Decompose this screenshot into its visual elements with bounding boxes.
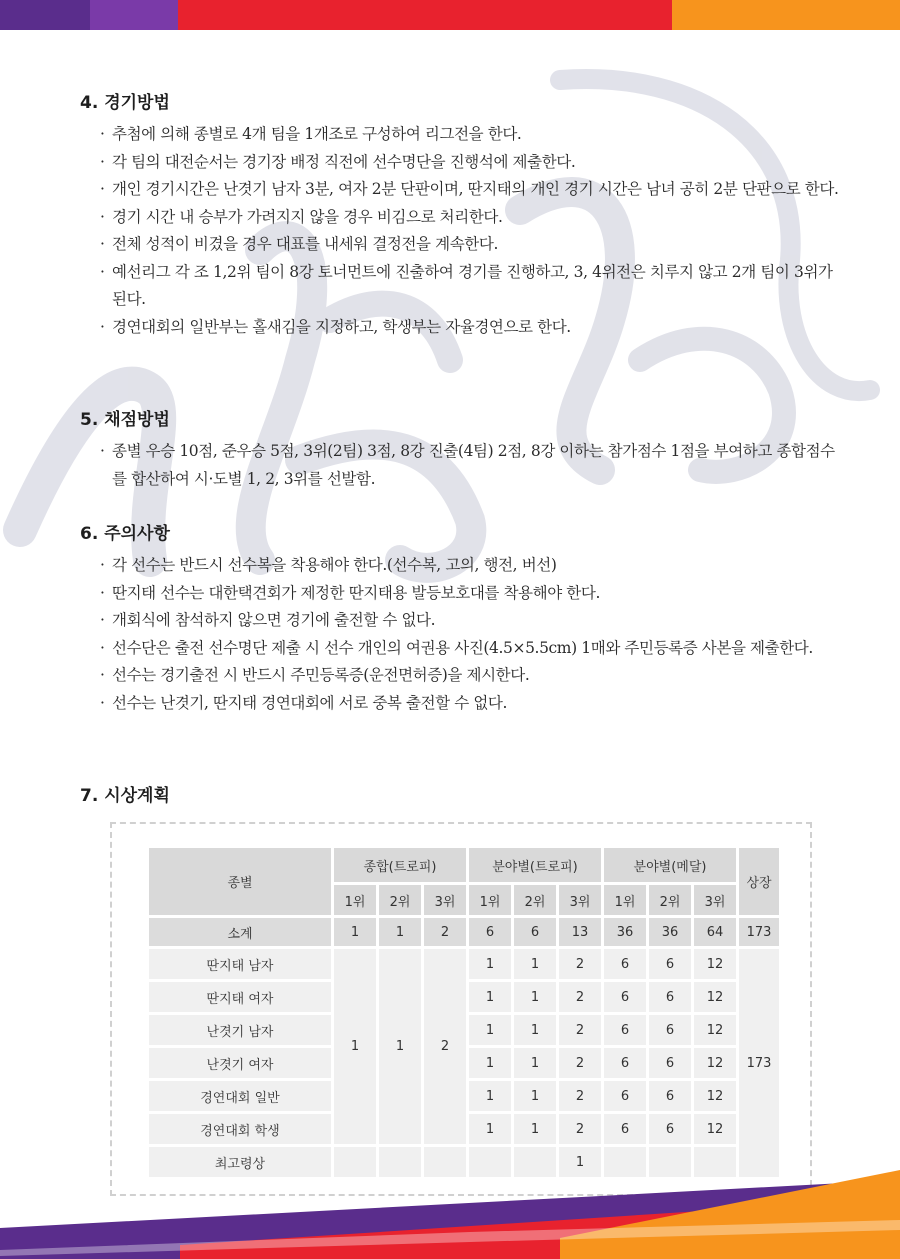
merged-overall-1st: 1 (334, 949, 376, 1144)
list-item: · 전체 성적이 비겼을 경우 대표를 내세워 결정전을 계속한다. (100, 235, 498, 253)
row-label: 난겻기 남자 (149, 1015, 331, 1045)
top-color-bar (0, 0, 900, 30)
cell-value: 6 (649, 1015, 691, 1045)
header-total: 상장 (739, 848, 779, 915)
cell-value: 6 (604, 949, 646, 979)
list-item: · 경기 시간 내 승부가 가려지지 않을 경우 비김으로 처리한다. (100, 207, 503, 226)
bar-segment-violet (90, 0, 178, 30)
cell-value: 6 (604, 982, 646, 1012)
header-rank: 1위 (469, 885, 511, 915)
bar-segment-orange (672, 0, 900, 30)
list-item: · 선수단은 출전 선수명단 제출 시 선수 개인의 여권용 사진(4.5×5.5cm) 1매와 주민등록증 사본을 제출한다. (100, 638, 813, 657)
cell-value: 13 (559, 918, 601, 946)
cell-value: 64 (694, 918, 736, 946)
cell-value: 1 (379, 918, 421, 946)
cell-value: 6 (649, 949, 691, 979)
row-label: 딴지태 남자 (149, 949, 331, 979)
header-rank: 1위 (604, 885, 646, 915)
list-item: · 개인 경기시간은 난겻기 남자 3분, 여자 2분 단판이며, 딴지태의 개인 경기 시간은 남녀 공히 2분 단판으로 한다. (100, 180, 839, 198)
cell-value: 6 (604, 1114, 646, 1144)
cell-value: 1 (514, 1048, 556, 1078)
cell-value: 1 (469, 982, 511, 1012)
award-table (146, 845, 782, 1180)
section-awards (80, 781, 840, 814)
cell-value: 1 (514, 949, 556, 979)
cell-value: 2 (559, 949, 601, 979)
list-item: · 예선리그 각 조 1,2위 팀이 8강 토너먼트에 진출하여 경기를 진행하고, 3, 4위전은 치루지 않고 2개 팀이 3위가 된다. (100, 262, 833, 308)
merged-overall-3rd: 2 (424, 949, 466, 1144)
cell-value: 12 (694, 949, 736, 979)
list-item: · 각 선수는 반드시 선수복을 착용해야 한다.(선수복, 고의, 행전, 버선) (100, 556, 557, 574)
list-item: · 종별 우승 10점, 준우승 5점, 3위(2팀) 3점, 8강 진출(4팀) 2점, 8강 이하는 참가점수 1점을 부여하고 종합점수를 합산하여 시·도별 1, 2, 3위를 선발함. (100, 442, 835, 488)
list-item: · 딴지태 선수는 대한택견회가 제정한 딴지태용 발등보호대를 착용해야 한다. (100, 583, 600, 602)
cell-value: 2 (559, 1081, 601, 1111)
cell-value: 1 (469, 949, 511, 979)
cell-value: 12 (694, 1015, 736, 1045)
cell-value: 1 (514, 1114, 556, 1144)
section-title: 4. 경기방법 (80, 93, 170, 113)
bottom-decoration (0, 1150, 900, 1259)
section-scoring (80, 405, 840, 493)
row-label: 경연대회 일반 (149, 1081, 331, 1111)
cell-value: 173 (739, 918, 779, 946)
header-rank: 2위 (514, 885, 556, 915)
section-title: 5. 채점방법 (80, 410, 170, 430)
cell-value: 2 (559, 1114, 601, 1144)
header-rank: 3위 (694, 885, 736, 915)
section-title: 6. 주의사항 (80, 524, 170, 544)
list-item: · 경연대회의 일반부는 홀새김을 지정하고, 학생부는 자율경연으로 한다. (100, 317, 571, 336)
cell-value: 1 (514, 982, 556, 1012)
cell-value: 6 (604, 1081, 646, 1111)
row-label: 소계 (149, 918, 331, 946)
merged-overall-2nd: 1 (379, 949, 421, 1144)
cell-value: 6 (649, 1114, 691, 1144)
header-rank: 1위 (334, 885, 376, 915)
cell-value: 36 (649, 918, 691, 946)
bar-segment-purple (0, 0, 90, 30)
cell-value: 6 (469, 918, 511, 946)
cell-value: 1 (469, 1048, 511, 1078)
cell-value: 6 (649, 1048, 691, 1078)
section-notes (80, 519, 840, 717)
header-group-trophy: 분야별(트로피) (469, 848, 601, 882)
cell-value: 2 (424, 918, 466, 946)
cell-value: 1 (514, 1081, 556, 1111)
row-label: 최고령상 (149, 1147, 331, 1177)
cell-value: 1 (469, 1081, 511, 1111)
section-title: 7. 시상계획 (80, 786, 170, 806)
cell-value: 2 (559, 1015, 601, 1045)
header-group-medal: 분야별(메달) (604, 848, 736, 882)
cell-value: 12 (694, 1081, 736, 1111)
bar-segment-red (178, 0, 672, 30)
cell-value: 1 (469, 1114, 511, 1144)
header-rank: 2위 (649, 885, 691, 915)
cell-value: 6 (649, 982, 691, 1012)
list-item: · 개회식에 참석하지 않으면 경기에 출전할 수 없다. (100, 611, 436, 629)
cell-value: 12 (694, 1048, 736, 1078)
row-label: 딴지태 여자 (149, 982, 331, 1012)
row-label: 경연대회 학생 (149, 1114, 331, 1144)
cell-value: 36 (604, 918, 646, 946)
list-item: · 선수는 경기출전 시 반드시 주민등록증(운전면허증)을 제시한다. (100, 666, 530, 684)
merged-total: 173 (739, 949, 779, 1177)
row-label: 난겻기 여자 (149, 1048, 331, 1078)
list-item: · 선수는 난겻기, 딴지태 경연대회에 서로 중복 출전할 수 없다. (100, 693, 508, 712)
cell-value: 1 (469, 1015, 511, 1045)
cell-value: 1 (559, 1147, 601, 1177)
cell-value: 6 (649, 1081, 691, 1111)
header-category: 종별 (149, 848, 331, 915)
cell-value: 1 (334, 918, 376, 946)
table-row (149, 949, 779, 979)
header-rank: 3위 (424, 885, 466, 915)
header-group-overall: 종합(트로피) (334, 848, 466, 882)
section-method (80, 88, 840, 341)
cell-value: 1 (514, 1015, 556, 1045)
cell-value: 6 (514, 918, 556, 946)
list-item: · 각 팀의 대전순서는 경기장 배정 직전에 선수명단을 진행석에 제출한다. (100, 152, 576, 171)
cell-value: 12 (694, 982, 736, 1012)
cell-value: 6 (604, 1015, 646, 1045)
header-rank: 3위 (559, 885, 601, 915)
cell-value: 6 (604, 1048, 646, 1078)
table-row-subtotal (149, 918, 779, 946)
header-rank: 2위 (379, 885, 421, 915)
cell-value: 12 (694, 1114, 736, 1144)
list-item: · 추첨에 의해 종별로 4개 팀을 1개조로 구성하여 리그전을 한다. (100, 125, 522, 143)
cell-value: 2 (559, 982, 601, 1012)
cell-value: 2 (559, 1048, 601, 1078)
